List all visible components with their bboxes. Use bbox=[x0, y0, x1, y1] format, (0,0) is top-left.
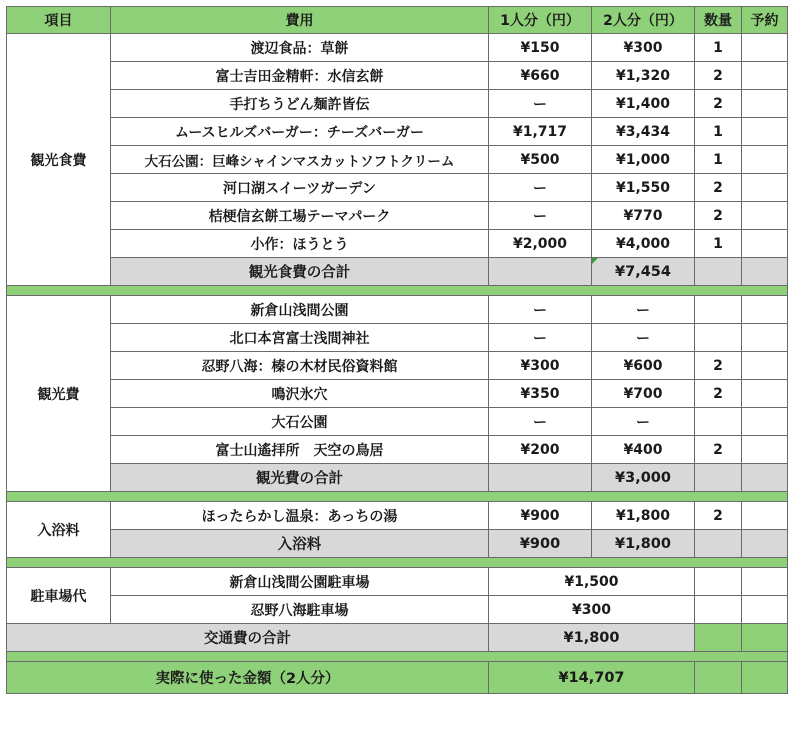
row-name[interactable]: 忍野八海駐車場 bbox=[111, 596, 489, 624]
row-reserve[interactable] bbox=[742, 202, 788, 230]
row-p2[interactable]: ¥300 bbox=[592, 34, 695, 62]
row-p1[interactable]: ¥300 bbox=[489, 352, 592, 380]
row-qty[interactable]: 1 bbox=[695, 34, 742, 62]
row-p1[interactable]: ¥2,000 bbox=[489, 230, 592, 258]
table-row bbox=[7, 34, 788, 62]
subtotal-reserve bbox=[742, 258, 788, 286]
subtotal-reserve bbox=[742, 464, 788, 492]
subtotal-row bbox=[7, 464, 788, 492]
table-row bbox=[7, 118, 788, 146]
table-row bbox=[7, 502, 788, 530]
row-reserve[interactable] bbox=[742, 436, 788, 464]
section-divider bbox=[7, 492, 788, 502]
row-p2[interactable]: ¥770 bbox=[592, 202, 695, 230]
row-reserve[interactable] bbox=[742, 568, 788, 596]
table-row bbox=[7, 62, 788, 90]
row-p1[interactable]: ー bbox=[489, 324, 592, 352]
subtotal-qty bbox=[695, 464, 742, 492]
subtotal-p2[interactable]: ¥3,000 bbox=[592, 464, 695, 492]
subtotal-qty bbox=[695, 624, 742, 652]
row-reserve[interactable] bbox=[742, 146, 788, 174]
row-reserve[interactable] bbox=[742, 408, 788, 436]
subtotal-row bbox=[7, 530, 788, 558]
row-p2[interactable]: ¥400 bbox=[592, 436, 695, 464]
header-qty: 数量 bbox=[695, 7, 742, 34]
row-p2[interactable]: ¥1,320 bbox=[592, 62, 695, 90]
table-row bbox=[7, 436, 788, 464]
row-qty[interactable]: 2 bbox=[695, 202, 742, 230]
row-reserve[interactable] bbox=[742, 380, 788, 408]
header-per2: 2人分（円） bbox=[592, 7, 695, 34]
row-p1[interactable]: ¥1,717 bbox=[489, 118, 592, 146]
row-p2[interactable]: ー bbox=[592, 324, 695, 352]
row-name[interactable]: ほったらかし温泉：あっちの湯 bbox=[111, 502, 489, 530]
row-p2[interactable]: ¥600 bbox=[592, 352, 695, 380]
subtotal-row bbox=[7, 258, 788, 286]
row-p1[interactable]: ー bbox=[489, 90, 592, 118]
row-p1[interactable]: ー bbox=[489, 296, 592, 324]
table-row bbox=[7, 408, 788, 436]
table-row bbox=[7, 568, 788, 596]
row-reserve[interactable] bbox=[742, 34, 788, 62]
row-name[interactable]: 鳴沢氷穴 bbox=[111, 380, 489, 408]
row-name[interactable]: 河口湖スイーツガーデン bbox=[111, 174, 489, 202]
subtotal-qty bbox=[695, 530, 742, 558]
row-qty[interactable]: 1 bbox=[695, 118, 742, 146]
subtotal-p1[interactable]: ¥900 bbox=[489, 530, 592, 558]
row-qty[interactable]: 2 bbox=[695, 502, 742, 530]
grand-total-row bbox=[7, 662, 788, 694]
row-name[interactable]: 小作：ほうとう bbox=[111, 230, 489, 258]
expense-table bbox=[6, 6, 788, 694]
row-p1[interactable]: ¥350 bbox=[489, 380, 592, 408]
subtotal-p2-value: ¥7,454 bbox=[615, 263, 671, 280]
row-reserve[interactable] bbox=[742, 62, 788, 90]
header-item: 項目 bbox=[7, 7, 111, 34]
row-qty[interactable]: 2 bbox=[695, 352, 742, 380]
row-reserve[interactable] bbox=[742, 174, 788, 202]
row-p2[interactable]: ー bbox=[592, 296, 695, 324]
header-per1: 1人分（円） bbox=[489, 7, 592, 34]
row-p2[interactable]: ¥3,434 bbox=[592, 118, 695, 146]
row-name[interactable]: 新倉山浅間公園駐車場 bbox=[111, 568, 489, 596]
row-name[interactable]: 大石公園 bbox=[111, 408, 489, 436]
table-row bbox=[7, 174, 788, 202]
row-qty[interactable] bbox=[695, 408, 742, 436]
row-name[interactable]: 新倉山浅間公園 bbox=[111, 296, 489, 324]
subtotal-label: 入浴料 bbox=[111, 530, 489, 558]
row-name[interactable]: 桔梗信玄餅工場テーマパーク bbox=[111, 202, 489, 230]
row-p2[interactable]: ¥700 bbox=[592, 380, 695, 408]
subtotal-label: 観光食費の合計 bbox=[111, 258, 489, 286]
subtotal-p1 bbox=[489, 464, 592, 492]
grand-total-amount[interactable]: ¥14,707 bbox=[489, 662, 695, 694]
row-name[interactable]: 富士山遙拝所 天空の鳥居 bbox=[111, 436, 489, 464]
header-row bbox=[7, 7, 788, 34]
row-p2[interactable]: ¥1,550 bbox=[592, 174, 695, 202]
subtotal-p2[interactable]: ¥1,800 bbox=[592, 530, 695, 558]
row-name[interactable]: ムースヒルズバーガー：チーズバーガー bbox=[111, 118, 489, 146]
row-p1[interactable]: ー bbox=[489, 202, 592, 230]
header-reserve: 予約 bbox=[742, 7, 788, 34]
category-bath: 入浴料 bbox=[7, 502, 111, 558]
row-qty[interactable]: 1 bbox=[695, 146, 742, 174]
section-divider bbox=[7, 558, 788, 568]
row-qty[interactable]: 1 bbox=[695, 230, 742, 258]
row-p1[interactable]: ¥900 bbox=[489, 502, 592, 530]
subtotal-qty bbox=[695, 258, 742, 286]
section-divider bbox=[7, 286, 788, 296]
row-p1[interactable]: ¥500 bbox=[489, 146, 592, 174]
grand-total-qty bbox=[695, 662, 742, 694]
row-qty[interactable] bbox=[695, 568, 742, 596]
row-qty[interactable] bbox=[695, 596, 742, 624]
table-row bbox=[7, 596, 788, 624]
grand-total-label: 実際に使った金額（2人分） bbox=[7, 662, 489, 694]
row-p2[interactable]: ¥4,000 bbox=[592, 230, 695, 258]
row-p2[interactable]: ¥1,800 bbox=[592, 502, 695, 530]
row-p1[interactable]: ¥150 bbox=[489, 34, 592, 62]
table-row bbox=[7, 324, 788, 352]
row-qty[interactable]: 2 bbox=[695, 436, 742, 464]
subtotal-row bbox=[7, 624, 788, 652]
subtotal-p2[interactable] bbox=[592, 258, 695, 286]
row-name[interactable]: 大石公園：巨峰シャインマスカットソフトクリーム bbox=[111, 146, 489, 174]
subtotal-p1 bbox=[489, 258, 592, 286]
grand-total-reserve bbox=[742, 662, 788, 694]
row-p1[interactable]: ー bbox=[489, 408, 592, 436]
row-p1[interactable]: ー bbox=[489, 174, 592, 202]
row-name[interactable]: 北口本宮富士浅間神社 bbox=[111, 324, 489, 352]
row-amount[interactable]: ¥1,500 bbox=[489, 568, 695, 596]
row-qty[interactable]: 2 bbox=[695, 90, 742, 118]
row-reserve[interactable] bbox=[742, 230, 788, 258]
row-qty[interactable]: 2 bbox=[695, 174, 742, 202]
subtotal-label: 交通費の合計 bbox=[7, 624, 489, 652]
row-reserve[interactable] bbox=[742, 324, 788, 352]
header-cost: 費用 bbox=[111, 7, 489, 34]
row-p2[interactable]: ¥1,000 bbox=[592, 146, 695, 174]
row-reserve[interactable] bbox=[742, 502, 788, 530]
category-food: 観光食費 bbox=[7, 34, 111, 286]
row-reserve[interactable] bbox=[742, 118, 788, 146]
row-qty[interactable]: 2 bbox=[695, 62, 742, 90]
category-sightseeing: 観光費 bbox=[7, 296, 111, 492]
table-row bbox=[7, 90, 788, 118]
subtotal-amount[interactable]: ¥1,800 bbox=[489, 624, 695, 652]
section-divider bbox=[7, 652, 788, 662]
subtotal-reserve bbox=[742, 530, 788, 558]
table-row bbox=[7, 230, 788, 258]
row-name[interactable]: 渡辺食品：草餅 bbox=[111, 34, 489, 62]
row-p2[interactable]: ー bbox=[592, 408, 695, 436]
row-amount[interactable]: ¥300 bbox=[489, 596, 695, 624]
row-qty[interactable]: 2 bbox=[695, 380, 742, 408]
table-row bbox=[7, 352, 788, 380]
row-reserve[interactable] bbox=[742, 352, 788, 380]
row-name[interactable]: 忍野八海：榛の木材民俗資料館 bbox=[111, 352, 489, 380]
row-p1[interactable]: ¥660 bbox=[489, 62, 592, 90]
table-row bbox=[7, 146, 788, 174]
category-parking: 駐車場代 bbox=[7, 568, 111, 624]
subtotal-label: 観光費の合計 bbox=[111, 464, 489, 492]
table-row bbox=[7, 380, 788, 408]
row-p1[interactable]: ¥200 bbox=[489, 436, 592, 464]
table-row bbox=[7, 202, 788, 230]
row-name[interactable]: 手打ちうどん麺許皆伝 bbox=[111, 90, 489, 118]
row-qty[interactable] bbox=[695, 324, 742, 352]
row-reserve[interactable] bbox=[742, 90, 788, 118]
subtotal-reserve bbox=[742, 624, 788, 652]
row-name[interactable]: 富士吉田金精軒：水信玄餅 bbox=[111, 62, 489, 90]
row-p2[interactable]: ¥1,400 bbox=[592, 90, 695, 118]
row-reserve[interactable] bbox=[742, 296, 788, 324]
row-reserve[interactable] bbox=[742, 596, 788, 624]
table-row bbox=[7, 296, 788, 324]
row-qty[interactable] bbox=[695, 296, 742, 324]
